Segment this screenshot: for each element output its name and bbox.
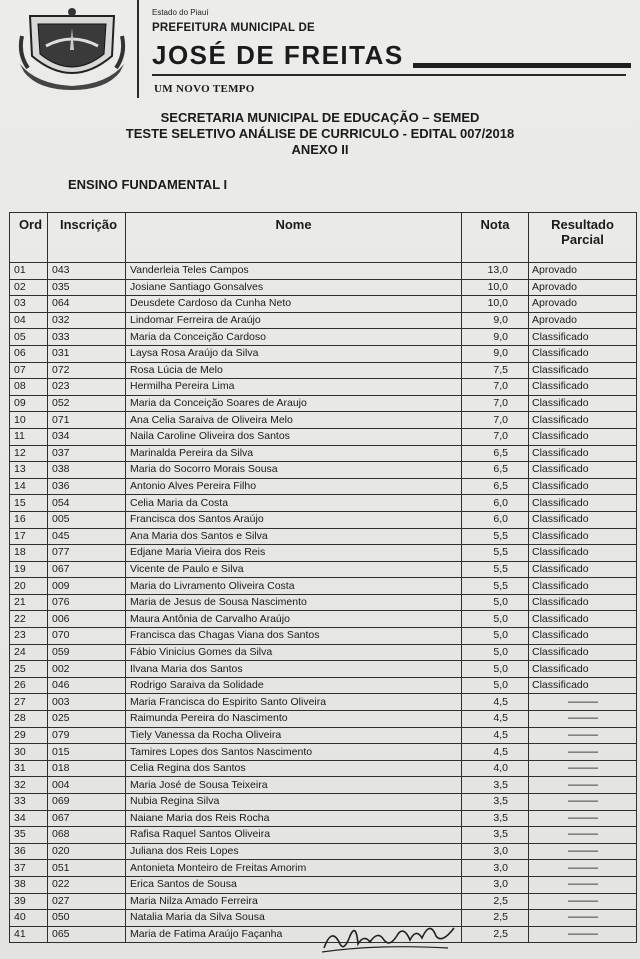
- cell-nome: Ilvana Maria dos Santos: [126, 661, 462, 678]
- cell-nome: Maria José de Sousa Teixeira: [126, 777, 462, 794]
- cell-nome: Antonieta Monteiro de Freitas Amorim: [126, 860, 462, 877]
- title-line-1: SECRETARIA MUNICIPAL DE EDUCAÇÃO – SEMED: [160, 110, 480, 125]
- cell-nota: 5,0: [462, 644, 529, 661]
- table-row: [10, 478, 637, 495]
- table-row: [10, 495, 637, 512]
- section-heading: ENSINO FUNDAMENTAL I: [68, 177, 228, 192]
- table-row: [10, 744, 637, 761]
- cell-resultado: Classificado: [529, 445, 637, 462]
- cell-resultado: Classificado: [529, 578, 637, 595]
- cell-resultado: Classificado: [529, 362, 637, 379]
- cell-nome: Maria da Conceição Cardoso: [126, 329, 462, 346]
- cell-resultado: ------------: [529, 893, 637, 910]
- cell-resultado: Classificado: [529, 611, 637, 628]
- cell-resultado: ------------: [529, 926, 637, 943]
- table-row: [10, 445, 637, 462]
- cell-nota: 3,5: [462, 810, 529, 827]
- cell-nota: 4,5: [462, 727, 529, 744]
- cell-ord: 38: [10, 876, 48, 893]
- cell-nome: Edjane Maria Vieira dos Reis: [126, 545, 462, 562]
- header-nome: Nome: [126, 213, 462, 263]
- cell-ord: 20: [10, 578, 48, 595]
- cell-resultado: ------------: [529, 694, 637, 711]
- cell-inscricao: 079: [48, 727, 126, 744]
- cell-inscricao: 005: [48, 511, 126, 528]
- cell-ord: 31: [10, 760, 48, 777]
- table-row: [10, 876, 637, 893]
- results-table: [9, 212, 637, 943]
- table-row: [10, 379, 637, 396]
- cell-nota: 2,5: [462, 926, 529, 943]
- header-rule: [152, 74, 626, 76]
- table-row: [10, 893, 637, 910]
- table-row: [10, 312, 637, 329]
- cell-resultado: ------------: [529, 827, 637, 844]
- cell-nome: Maria do Socorro Morais Sousa: [126, 462, 462, 479]
- cell-resultado: Classificado: [529, 528, 637, 545]
- cell-inscricao: 043: [48, 263, 126, 280]
- cell-inscricao: 045: [48, 528, 126, 545]
- cell-nota: 2,5: [462, 910, 529, 927]
- cell-nota: 4,5: [462, 744, 529, 761]
- cell-resultado: Classificado: [529, 545, 637, 562]
- cell-nota: 7,0: [462, 395, 529, 412]
- cell-ord: 03: [10, 296, 48, 313]
- cell-nota: 5,0: [462, 628, 529, 645]
- cell-resultado: Classificado: [529, 511, 637, 528]
- table-row: [10, 827, 637, 844]
- table-row: [10, 628, 637, 645]
- cell-inscricao: 006: [48, 611, 126, 628]
- cell-ord: 17: [10, 528, 48, 545]
- cell-inscricao: 077: [48, 545, 126, 562]
- table-row: [10, 362, 637, 379]
- cell-nome: Maura Antônia de Carvalho Araújo: [126, 611, 462, 628]
- cell-ord: 16: [10, 511, 48, 528]
- cell-resultado: ------------: [529, 860, 637, 877]
- cell-nome: Josiane Santiago Gonsalves: [126, 279, 462, 296]
- cell-nome: Ana Maria dos Santos e Silva: [126, 528, 462, 545]
- table-row: [10, 296, 637, 313]
- cell-inscricao: 065: [48, 926, 126, 943]
- cell-nome: Naila Caroline Oliveira dos Santos: [126, 428, 462, 445]
- cell-inscricao: 064: [48, 296, 126, 313]
- cell-inscricao: 022: [48, 876, 126, 893]
- cell-nome: Raimunda Pereira do Nascimento: [126, 711, 462, 728]
- header-inscricao: Inscrição: [48, 213, 126, 263]
- cell-ord: 02: [10, 279, 48, 296]
- cell-ord: 32: [10, 777, 48, 794]
- cell-nome: Nubia Regina Silva: [126, 794, 462, 811]
- cell-ord: 11: [10, 428, 48, 445]
- cell-resultado: Classificado: [529, 345, 637, 362]
- cell-nome: Vanderleia Teles Campos: [126, 263, 462, 280]
- table-row: [10, 594, 637, 611]
- municipal-crest-icon: [16, 6, 128, 92]
- cell-resultado: Classificado: [529, 412, 637, 429]
- cell-nome: Maria de Fatima Araújo Façanha: [126, 926, 462, 943]
- table-row: [10, 711, 637, 728]
- table-row: [10, 727, 637, 744]
- cell-inscricao: 015: [48, 744, 126, 761]
- cell-inscricao: 054: [48, 495, 126, 512]
- signature-icon: [318, 914, 458, 954]
- cell-nota: 5,5: [462, 545, 529, 562]
- cell-nota: 3,0: [462, 843, 529, 860]
- cell-ord: 41: [10, 926, 48, 943]
- cell-inscricao: 034: [48, 428, 126, 445]
- cell-inscricao: 031: [48, 345, 126, 362]
- table-row: [10, 263, 637, 280]
- table-row: [10, 810, 637, 827]
- header-resultado: [529, 213, 637, 263]
- cell-nota: 4,5: [462, 711, 529, 728]
- cell-nome: Natalia Maria da Silva Sousa: [126, 910, 462, 927]
- table-row: [10, 661, 637, 678]
- cell-nota: 4,5: [462, 694, 529, 711]
- table-row: [10, 794, 637, 811]
- cell-nome: Maria Nilza Amado Ferreira: [126, 893, 462, 910]
- title-line-2: TESTE SELETIVO ANÁLISE DE CURRICULO - EDITAL 007/2018: [125, 126, 515, 141]
- cell-inscricao: 027: [48, 893, 126, 910]
- cell-nota: 5,5: [462, 578, 529, 595]
- cell-resultado: ------------: [529, 876, 637, 893]
- cell-ord: 04: [10, 312, 48, 329]
- cell-ord: 18: [10, 545, 48, 562]
- cell-resultado: ------------: [529, 777, 637, 794]
- cell-inscricao: 052: [48, 395, 126, 412]
- table-row: [10, 462, 637, 479]
- cell-resultado: Classificado: [529, 628, 637, 645]
- cell-resultado: ------------: [529, 744, 637, 761]
- cell-resultado: ------------: [529, 760, 637, 777]
- table-row: [10, 611, 637, 628]
- cell-nome: Celia Maria da Costa: [126, 495, 462, 512]
- cell-resultado: ------------: [529, 910, 637, 927]
- cell-ord: 19: [10, 561, 48, 578]
- cell-nota: 3,0: [462, 860, 529, 877]
- cell-nota: 4,0: [462, 760, 529, 777]
- prefeitura-label: PREFEITURA MUNICIPAL DE: [152, 22, 315, 34]
- cell-inscricao: 071: [48, 412, 126, 429]
- cell-nome: Francisca dos Santos Araújo: [126, 511, 462, 528]
- cell-resultado: Classificado: [529, 379, 637, 396]
- cell-nome: Maria de Jesus de Sousa Nascimento: [126, 594, 462, 611]
- cell-nome: Deusdete Cardoso da Cunha Neto: [126, 296, 462, 313]
- cell-nota: 7,0: [462, 428, 529, 445]
- cell-resultado: Classificado: [529, 677, 637, 694]
- title-line-3: ANEXO II: [291, 142, 349, 157]
- state-label: Estado do Piauí: [152, 8, 209, 17]
- cell-inscricao: 050: [48, 910, 126, 927]
- cell-resultado: Classificado: [529, 395, 637, 412]
- cell-nota: 6,0: [462, 495, 529, 512]
- cell-inscricao: 037: [48, 445, 126, 462]
- cell-nota: 9,0: [462, 345, 529, 362]
- cell-ord: 06: [10, 345, 48, 362]
- cell-nome: Rosa Lúcia de Melo: [126, 362, 462, 379]
- table-row: [10, 578, 637, 595]
- table-row: [10, 528, 637, 545]
- cell-resultado: ------------: [529, 810, 637, 827]
- cell-nota: 3,5: [462, 794, 529, 811]
- header-resultado-line1: Resultado: [551, 217, 614, 232]
- cell-inscricao: 035: [48, 279, 126, 296]
- cell-ord: 35: [10, 827, 48, 844]
- cell-resultado: Classificado: [529, 329, 637, 346]
- header-nota: Nota: [462, 213, 529, 263]
- cell-inscricao: 069: [48, 794, 126, 811]
- cell-ord: 05: [10, 329, 48, 346]
- table-row: [10, 329, 637, 346]
- cell-ord: 28: [10, 711, 48, 728]
- cell-ord: 13: [10, 462, 48, 479]
- cell-inscricao: 036: [48, 478, 126, 495]
- cell-ord: 29: [10, 727, 48, 744]
- cell-ord: 40: [10, 910, 48, 927]
- cell-inscricao: 068: [48, 827, 126, 844]
- cell-resultado: Aprovado: [529, 263, 637, 280]
- cell-inscricao: 032: [48, 312, 126, 329]
- cell-nome: Vicente de Paulo e Silva: [126, 561, 462, 578]
- table-row: [10, 694, 637, 711]
- cell-resultado: ------------: [529, 711, 637, 728]
- cell-inscricao: 076: [48, 594, 126, 611]
- cell-resultado: Aprovado: [529, 279, 637, 296]
- city-name: JOSÉ DE FREITAS: [152, 40, 404, 70]
- cell-ord: 30: [10, 744, 48, 761]
- cell-ord: 21: [10, 594, 48, 611]
- cell-nota: 9,0: [462, 312, 529, 329]
- document-title: [0, 110, 640, 158]
- cell-nome: Laysa Rosa Araújo da Silva: [126, 345, 462, 362]
- cell-inscricao: 020: [48, 843, 126, 860]
- cell-ord: 25: [10, 661, 48, 678]
- cell-ord: 23: [10, 628, 48, 645]
- table-row: [10, 545, 637, 562]
- cell-nota: 5,5: [462, 561, 529, 578]
- cell-nota: 3,5: [462, 777, 529, 794]
- cell-resultado: Classificado: [529, 462, 637, 479]
- cell-ord: 34: [10, 810, 48, 827]
- cell-nota: 5,0: [462, 611, 529, 628]
- cell-resultado: ------------: [529, 727, 637, 744]
- cell-ord: 12: [10, 445, 48, 462]
- cell-resultado: Classificado: [529, 428, 637, 445]
- cell-nome: Marinalda Pereira da Silva: [126, 445, 462, 462]
- cell-nome: Juliana dos Reis Lopes: [126, 843, 462, 860]
- header-ord: Ord: [10, 213, 48, 263]
- cell-inscricao: 067: [48, 561, 126, 578]
- cell-ord: 24: [10, 644, 48, 661]
- cell-ord: 39: [10, 893, 48, 910]
- table-row: [10, 412, 637, 429]
- table-row: [10, 644, 637, 661]
- table-row: [10, 428, 637, 445]
- cell-nota: 10,0: [462, 296, 529, 313]
- table-row: [10, 843, 637, 860]
- cell-inscricao: 038: [48, 462, 126, 479]
- city-underline: [413, 63, 631, 68]
- cell-ord: 08: [10, 379, 48, 396]
- cell-ord: 10: [10, 412, 48, 429]
- cell-nome: Maria da Conceição Soares de Araujo: [126, 395, 462, 412]
- table-row: [10, 777, 637, 794]
- cell-nota: 5,5: [462, 528, 529, 545]
- cell-nota: 5,0: [462, 661, 529, 678]
- cell-nome: Tamires Lopes dos Santos Nascimento: [126, 744, 462, 761]
- cell-nota: 3,0: [462, 876, 529, 893]
- table-body: [10, 263, 637, 943]
- cell-nota: 7,5: [462, 362, 529, 379]
- cell-inscricao: 070: [48, 628, 126, 645]
- cell-inscricao: 023: [48, 379, 126, 396]
- cell-inscricao: 072: [48, 362, 126, 379]
- table-row: [10, 511, 637, 528]
- cell-nota: 3,5: [462, 827, 529, 844]
- cell-inscricao: 018: [48, 760, 126, 777]
- cell-resultado: Classificado: [529, 478, 637, 495]
- cell-nome: Rodrigo Saraiva da Solidade: [126, 677, 462, 694]
- cell-nota: 6,5: [462, 462, 529, 479]
- cell-ord: 07: [10, 362, 48, 379]
- cell-nome: Tiely Vanessa da Rocha Oliveira: [126, 727, 462, 744]
- table-row: [10, 860, 637, 877]
- cell-resultado: Aprovado: [529, 296, 637, 313]
- cell-inscricao: 004: [48, 777, 126, 794]
- cell-ord: 33: [10, 794, 48, 811]
- cell-resultado: Classificado: [529, 644, 637, 661]
- cell-nota: 6,5: [462, 445, 529, 462]
- cell-resultado: Classificado: [529, 561, 637, 578]
- cell-nome: Rafisa Raquel Santos Oliveira: [126, 827, 462, 844]
- cell-ord: 09: [10, 395, 48, 412]
- cell-ord: 14: [10, 478, 48, 495]
- cell-inscricao: 002: [48, 661, 126, 678]
- cell-resultado: Classificado: [529, 594, 637, 611]
- cell-inscricao: 046: [48, 677, 126, 694]
- cell-nota: 13,0: [462, 263, 529, 280]
- cell-ord: 15: [10, 495, 48, 512]
- cell-nome: Naiane Maria dos Reis Rocha: [126, 810, 462, 827]
- cell-nota: 7,0: [462, 412, 529, 429]
- cell-ord: 01: [10, 263, 48, 280]
- cell-resultado: ------------: [529, 843, 637, 860]
- table-row: [10, 561, 637, 578]
- cell-nome: Erica Santos de Sousa: [126, 876, 462, 893]
- cell-ord: 26: [10, 677, 48, 694]
- cell-nome: Maria do Livramento Oliveira Costa: [126, 578, 462, 595]
- table-row: [10, 760, 637, 777]
- table-row: [10, 279, 637, 296]
- header-divider: [137, 0, 139, 98]
- cell-nome: Francisca das Chagas Viana dos Santos: [126, 628, 462, 645]
- table-header-row: [10, 213, 637, 263]
- table-row: [10, 395, 637, 412]
- cell-nome: Maria Francisca do Espirito Santo Oliveira: [126, 694, 462, 711]
- cell-nota: 5,0: [462, 594, 529, 611]
- cell-ord: 37: [10, 860, 48, 877]
- cell-nota: 6,0: [462, 511, 529, 528]
- cell-nome: Lindomar Ferreira de Araújo: [126, 312, 462, 329]
- cell-nota: 9,0: [462, 329, 529, 346]
- table-row: [10, 677, 637, 694]
- cell-nota: 10,0: [462, 279, 529, 296]
- motto: UM NOVO TEMPO: [154, 83, 255, 95]
- cell-resultado: Classificado: [529, 661, 637, 678]
- cell-nota: 6,5: [462, 478, 529, 495]
- cell-nome: Fábio Vinicius Gomes da Silva: [126, 644, 462, 661]
- cell-nome: Hermilha Pereira Lima: [126, 379, 462, 396]
- cell-ord: 36: [10, 843, 48, 860]
- cell-nome: Ana Celia Saraiva de Oliveira Melo: [126, 412, 462, 429]
- cell-resultado: ------------: [529, 794, 637, 811]
- cell-nome: Celia Regina dos Santos: [126, 760, 462, 777]
- cell-resultado: Classificado: [529, 495, 637, 512]
- cell-nota: 7,0: [462, 379, 529, 396]
- cell-inscricao: 033: [48, 329, 126, 346]
- header-resultado-line2: Parcial: [561, 232, 604, 247]
- cell-inscricao: 051: [48, 860, 126, 877]
- cell-inscricao: 025: [48, 711, 126, 728]
- cell-inscricao: 003: [48, 694, 126, 711]
- cell-inscricao: 059: [48, 644, 126, 661]
- cell-ord: 27: [10, 694, 48, 711]
- cell-ord: 22: [10, 611, 48, 628]
- table-row: [10, 345, 637, 362]
- cell-nota: 5,0: [462, 677, 529, 694]
- cell-inscricao: 009: [48, 578, 126, 595]
- cell-nome: Antonio Alves Pereira Filho: [126, 478, 462, 495]
- cell-inscricao: 067: [48, 810, 126, 827]
- cell-resultado: Aprovado: [529, 312, 637, 329]
- cell-nota: 2,5: [462, 893, 529, 910]
